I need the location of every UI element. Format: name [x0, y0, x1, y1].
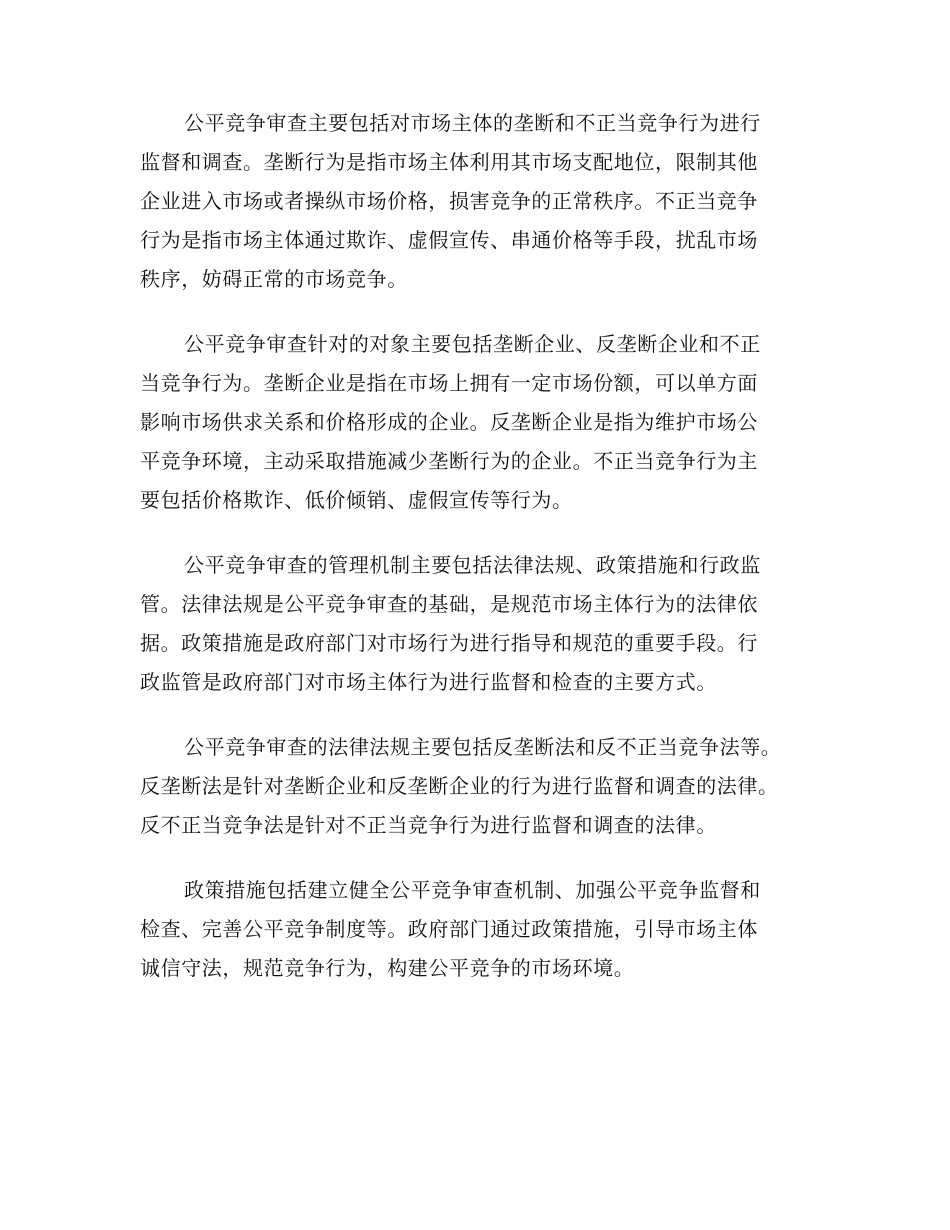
- paragraph-line: 公平竞争审查主要包括对市场主体的垄断和不正当竞争行为进行: [184, 111, 761, 135]
- paragraph-1: [140, 104, 840, 299]
- paragraph-line: 反垄断法是针对垄断企业和反垄断企业的行为进行监督和调查的法律。: [140, 774, 779, 798]
- paragraph-line: 秩序，妨碍正常的市场竞争。: [140, 267, 408, 291]
- paragraph-line: 公平竞争审查针对的对象主要包括垄断企业、反垄断企业和不正: [184, 332, 761, 356]
- paragraph-line: 政监管是政府部门对市场主体行为进行监督和检查的主要方式。: [140, 670, 717, 694]
- paragraph-line: 监督和调查。垄断行为是指市场主体利用其市场支配地位，限制其他: [140, 150, 758, 174]
- document-body: [140, 104, 840, 1014]
- paragraph-line: 公平竞争审查的法律法规主要包括反垄断法和反不正当竞争法等。: [184, 735, 782, 759]
- paragraph-line: 政策措施包括建立健全公平竞争审查机制、加强公平竞争监督和: [184, 878, 761, 902]
- paragraph-4: [140, 728, 840, 845]
- paragraph-line: 公平竞争审查的管理机制主要包括法律法规、政策措施和行政监: [184, 553, 761, 577]
- paragraph-line: 要包括价格欺诈、低价倾销、虚假宣传等行为。: [140, 488, 573, 512]
- paragraph-line: 行为是指市场主体通过欺诈、虚假宣传、串通价格等手段，扰乱市场: [140, 228, 758, 252]
- paragraph-3: [140, 546, 840, 702]
- paragraph-line: 检查、完善公平竞争制度等。政府部门通过政策措施，引导市场主体: [140, 917, 758, 941]
- paragraph-line: 诚信守法，规范竞争行为，构建公平竞争的市场环境。: [140, 956, 635, 980]
- paragraph-line: 当竞争行为。垄断企业是指在市场上拥有一定市场份额，可以单方面: [140, 371, 758, 395]
- paragraph-line: 平竞争环境，主动采取措施减少垄断行为的企业。不正当竞争行为主: [140, 449, 758, 473]
- paragraph-line: 企业进入市场或者操纵市场价格，损害竞争的正常秩序。不正当竞争: [140, 189, 758, 213]
- paragraph-line: 据。政策措施是政府部门对市场行为进行指导和规范的重要手段。行: [140, 631, 758, 655]
- paragraph-line: 影响市场供求关系和价格形成的企业。反垄断企业是指为维护市场公: [140, 410, 758, 434]
- paragraph-line: 管。法律法规是公平竞争审查的基础，是规范市场主体行为的法律依: [140, 592, 758, 616]
- paragraph-line: 反不正当竞争法是针对不正当竞争行为进行监督和调查的法律。: [140, 813, 717, 837]
- paragraph-5: [140, 871, 840, 988]
- paragraph-2: [140, 325, 840, 520]
